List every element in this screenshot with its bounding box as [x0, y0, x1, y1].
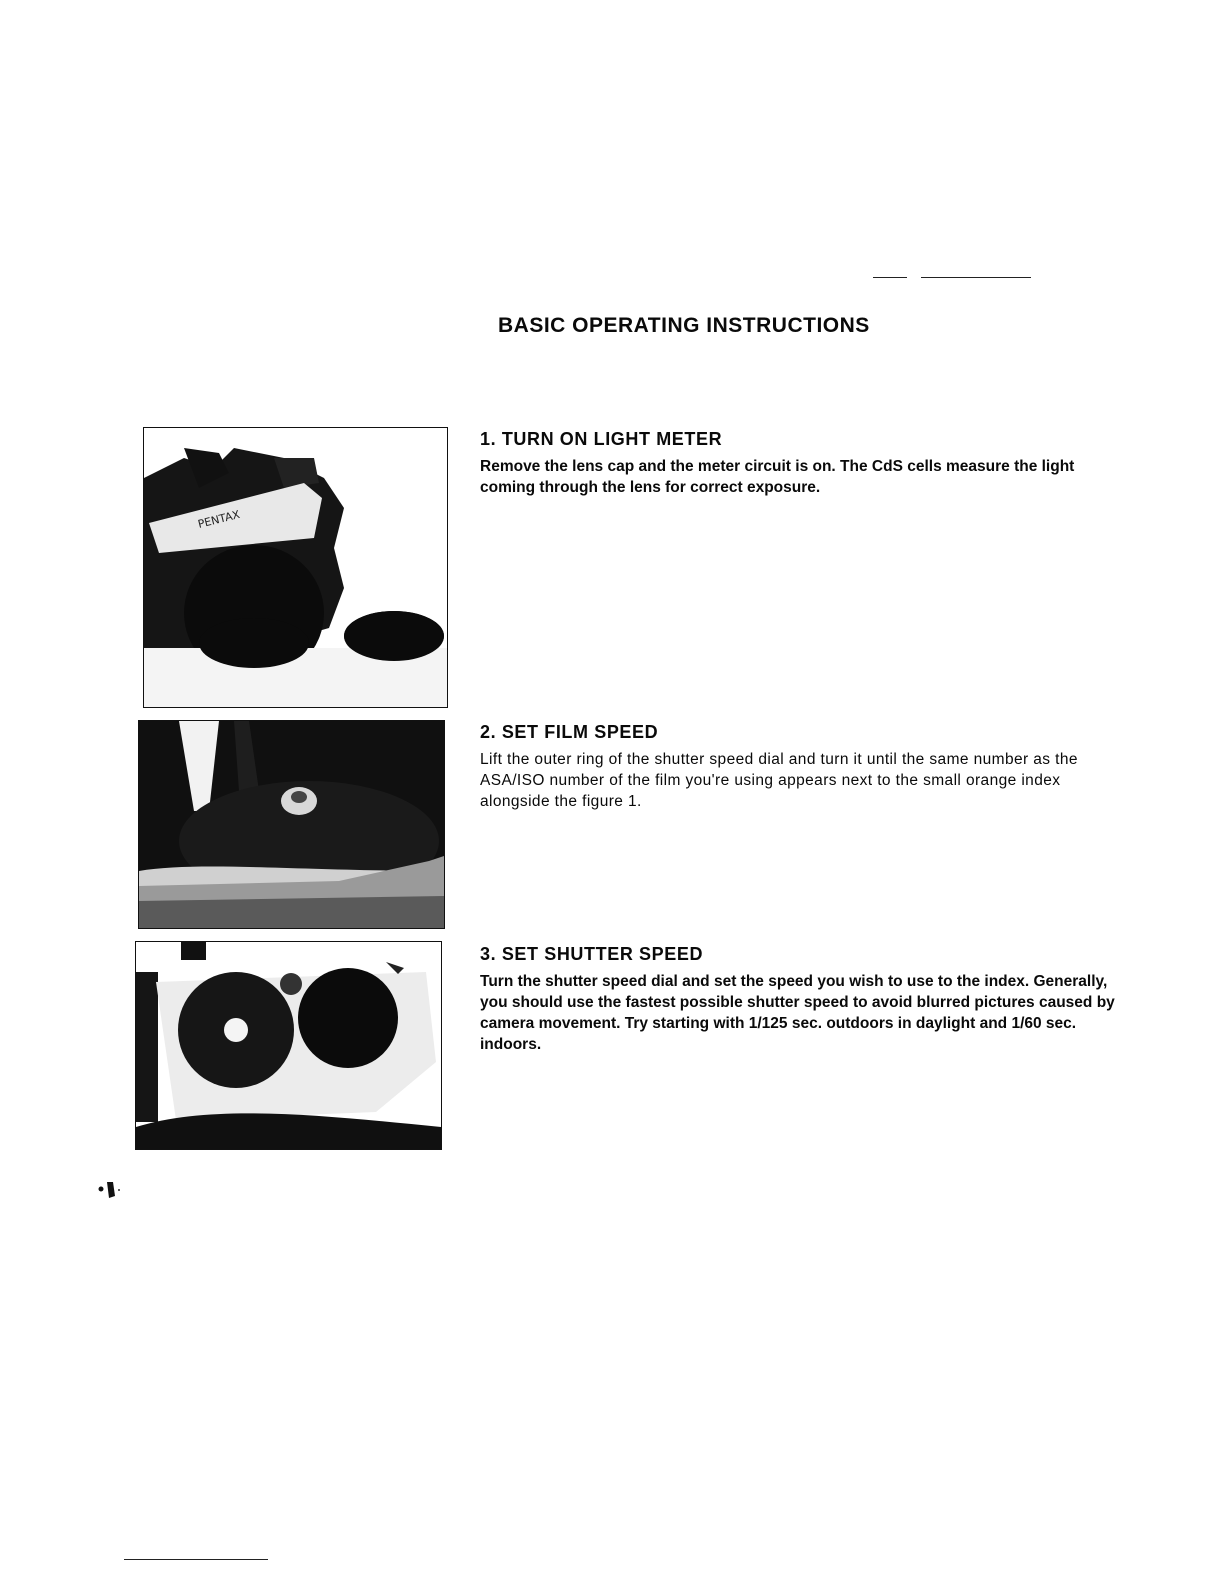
camera-lens-cap-illustration	[144, 428, 447, 707]
step-1-heading: 1. TURN ON LIGHT METER	[480, 429, 723, 449]
photo-light-meter	[143, 427, 448, 708]
step-2	[480, 722, 1120, 812]
step-3	[480, 944, 1120, 1055]
shutter-speed-dial-illustration	[136, 942, 441, 1149]
scan-speck-mark	[97, 1178, 137, 1200]
top-rule-short	[873, 277, 907, 278]
step-2-body: Lift the outer ring of the shutter speed dial and turn it until the same number as the ASA/ISO number of the film you're using appears next to the small orange index alongside the figure 1.	[480, 751, 1078, 810]
bottom-rule	[124, 1559, 268, 1560]
page-title: BASIC OPERATING INSTRUCTIONS	[498, 314, 870, 337]
step-3-body: Turn the shutter speed dial and set the speed you wish to use to the index. Generally, you should use the fastest possible shutter speed to avoid blurred pictures caused by camera movement. Try starting with 1/125 sec. outdoors in daylight and 1/60 sec. indoors.	[480, 973, 1115, 1053]
camera-brand-label: PENTAX	[196, 507, 242, 531]
step-1-body: Remove the lens cap and the meter circuit is on. The CdS cells measure the light coming through the lens for correct exposure.	[480, 458, 1075, 496]
step-2-heading: 2. SET FILM SPEED	[480, 722, 659, 742]
top-rule-long	[921, 277, 1031, 278]
photo-film-speed	[138, 720, 445, 929]
step-1	[480, 429, 1120, 498]
photo-shutter-speed	[135, 941, 442, 1150]
film-speed-dial-illustration	[139, 721, 444, 928]
step-3-heading: 3. SET SHUTTER SPEED	[480, 944, 704, 964]
